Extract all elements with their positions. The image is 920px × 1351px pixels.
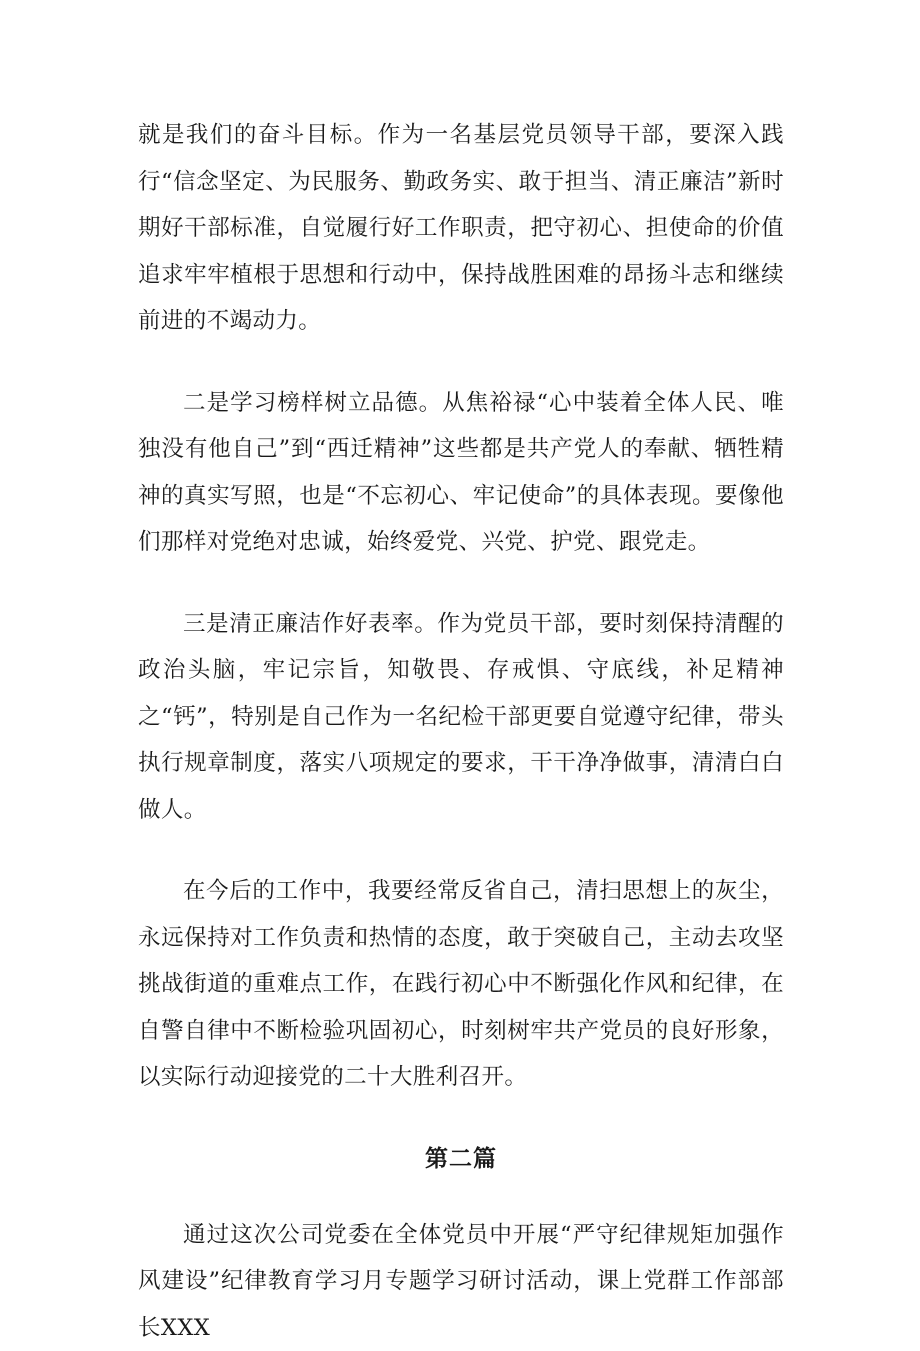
paragraph-part-two-intro: 通过这次公司党委在全体党员中开展“严守纪律规矩加强作风建设”纪律教育学习月专题学习研讨活动，课上党群工作部部长XXX	[138, 1212, 784, 1351]
document-body	[138, 112, 784, 1351]
paragraph-integrity-example: 三是清正廉洁作好表率。作为党员干部，要时刻保持清醒的政治头脑，牢记宗旨，知敬畏、存戒惧、守底线，补足精神之“钙”，特别是自己作为一名纪检干部更要自觉遵守纪律，带头执行规章制度，落实八项规定的要求，干干净净做事，清清白白做人。	[138, 601, 784, 834]
paragraph-future-work: 在今后的工作中，我要经常反省自己，清扫思想上的灰尘，永远保持对工作负责和热情的态度，敢于突破自己，主动去攻坚挑战街道的重难点工作，在践行初心中不断强化作风和纪律，在自警自律中不断检验巩固初心，时刻树牢共产党员的良好形象，以实际行动迎接党的二十大胜利召开。	[138, 868, 784, 1101]
paragraph-goal-continuation: 就是我们的奋斗目标。作为一名基层党员领导干部，要深入践行“信念坚定、为民服务、勤政务实、敢于担当、清正廉洁”新时期好干部标准，自觉履行好工作职责，把守初心、担使命的价值追求牢牢植根于思想和行动中，保持战胜困难的昂扬斗志和继续前进的不竭动力。	[138, 112, 784, 345]
section-title: 第二篇	[138, 1136, 784, 1182]
paragraph-learn-role-models: 二是学习榜样树立品德。从焦裕禄“心中装着全体人民、唯独没有他自己”到“西迁精神”这些都是共产党人的奉献、牺牲精神的真实写照，也是“不忘初心、牢记使命”的具体表现。要像他们那样对党绝对忠诚，始终爱党、兴党、护党、跟党走。	[138, 380, 784, 566]
